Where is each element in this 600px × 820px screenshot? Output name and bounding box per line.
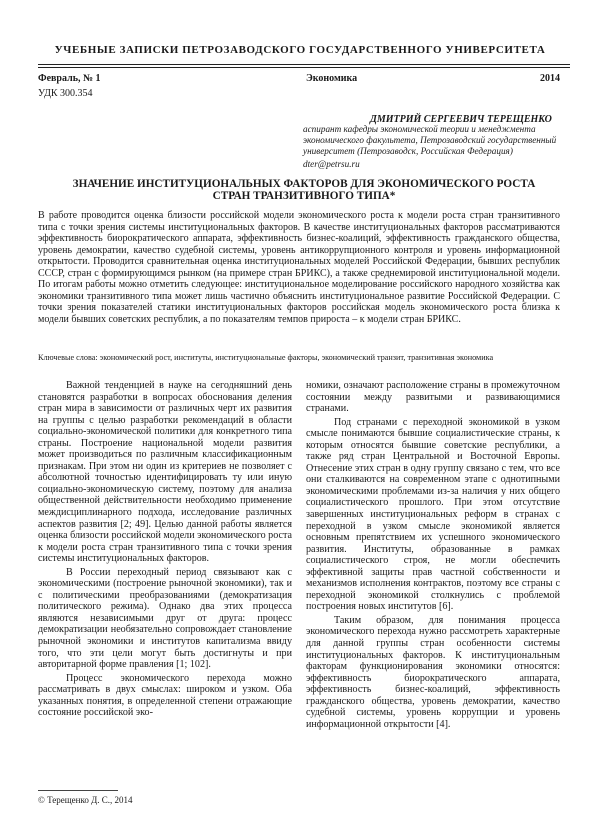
author-name: ДМИТРИЙ СЕРГЕЕВИЧ ТЕРЕЩЕНКО [370,114,552,125]
abstract-text: В работе проводится оценка близости российской модели экономического роста к модели роста стран транзитивного типа с точки зрения системы институциональных факторов. В качестве институциональных факторов рассматриваются эффективность биорократического аппарата, эффективность бизнес-коалиций, эффективность гражданского общества, уровень демократии, качество судебной системы, уровень антикоррупционного контроля и уровень информационной открытости. Проводится сравнительная оценка институциональных моделей Российской Федерации, бывших республик СССР, стран с формирующимся рынком (на примере стран БРИКС), а также среднемировой институциональной модели. По итогам работы можно отметить следующее: институциональное моделирование российского народного хозяйства как экономики транзитивного типа может лишь частично объяснить институциональное развитие Российской Федерации. С точки зрения показателей статики институциональных факторов российская модель экономического роста близка к модели бывших советских республик, а по показателям темпов прироста – к модели стран БРИКС. [38,210,560,325]
copyright: © Терещенко Д. С., 2014 [38,795,133,805]
paragraph-continued: номики, означают расположение страны в промежуточном состоянии между развитыми и развивающимися странами. [306,380,560,415]
paragraph: Процесс экономического перехода можно рассматривать в двух смыслах: широком и узком. Оба указанных понятия, в определенной степени отражающие состояние российской эко- [38,672,292,719]
author-email[interactable]: dter@petrsu.ru [303,159,360,169]
paragraph: В России переходный период связывают как с экономическими (построение рыночной экономики), так и с политическими преобразованиями (демократизация политического режима). Однако два этих процесса являются независимыми друг от друга: процесс демократизации необязательно сопровождает становление рыночной экономики и институтов капитализма ввиду того, что эти цели могут быть достигнуты и при авторитарной форме правления [1; 102]. [38,566,292,671]
paragraph: Таким образом, для понимания процесса экономического перехода нужно рассмотреть характерные для данной группы стран особенности системы институциональных факторов. К институциональным факторам функционирования экономики относятся: эффективность биорократического аппарата, эффективность бизнес-коалиций, эффективность гражданского общества, уровень демократии, качество судебной системы, уровень коррупции и уровень информационной открытости [4]. [306,614,560,730]
abstract [38,210,560,325]
article-title-line1: ЗНАЧЕНИЕ ИНСТИТУЦИОНАЛЬНЫХ ФАКТОРОВ ДЛЯ ЭКОНОМИЧЕСКОГО РОСТА [72,178,536,190]
paragraph: Важной тенденцией в науке на сегодняшний день становятся разработки в вопросах обоснования деления стран мира в зависимости от различных черт их развития на группы с целью разработки рекомендаций в области социально-экономической политики для конкретного типа страны. Построение национальной модели развития может производиться по различным классификационным признакам. При этом ни один из критериев не позволяет с абсолютной точностью идентифицировать ту или иную социально-экономическую систему, поэтому для анализа общественной действительности необходимо применение междисциплинарного подхода, исследование различных аспектов развития [2; 49]. Целью данной работы является оценка близости российской модели экономического роста к модели роста стран транзитивного типа с точки зрения системы институциональных факторов. [38,380,292,565]
author-affiliation: аспирант кафедры экономической теории и менеджмента экономического факультета, Петрозаводский государственный университет (Петрозаводск, Российская Федерация) [303,124,557,156]
article-title-line2: СТРАН ТРАНЗИТИВНОГО ТИПА* [212,190,396,202]
article-title [38,178,570,202]
paragraph: Под странами с переходной экономикой в узком смысле понимаются бывшие социалистические страны, к которым относятся бывшие советские республики, а также ряд стран Центральной и Восточной Европы. Отнесение этих стран в одну группу связано с тем, что все они сталкиваются на современном этапе с однотипными экономическими проблемами из-за наличия у них общего социалистического прошлого. При этом отсутствие завершенных институциональных реформ в странах с переходной в узком смысле экономикой является основным препятствием их успешного экономического развития. Институты, образованные в рамках социалистического строя, не могли обеспечить эффективной защиты прав частной собственности и механизмов исполнения контрактов, поэтому все страны с переходной экономикой столкнулись с проблемой построения новых институтов [6]. [306,416,560,613]
udc-code: УДК 300.354 [38,88,93,99]
journal-title: УЧЕБНЫЕ ЗАПИСКИ ПЕТРОЗАВОДСКОГО ГОСУДАРСТВЕННОГО УНИВЕРСИТЕТА [54,44,546,56]
header-rule-top [38,64,570,65]
section-name: Экономика [306,73,358,84]
keywords: Ключевые слова: экономический рост, институты, институциональные факторы, экономический транзит, транзитивная экономика [38,353,494,362]
body-column-left [38,380,292,721]
issue-number: Февраль, № 1 [38,73,101,84]
issue-year: 2014 [540,73,560,84]
header-rule-bottom [38,67,570,68]
body-column-right [306,380,560,732]
footnote-rule [38,790,118,791]
